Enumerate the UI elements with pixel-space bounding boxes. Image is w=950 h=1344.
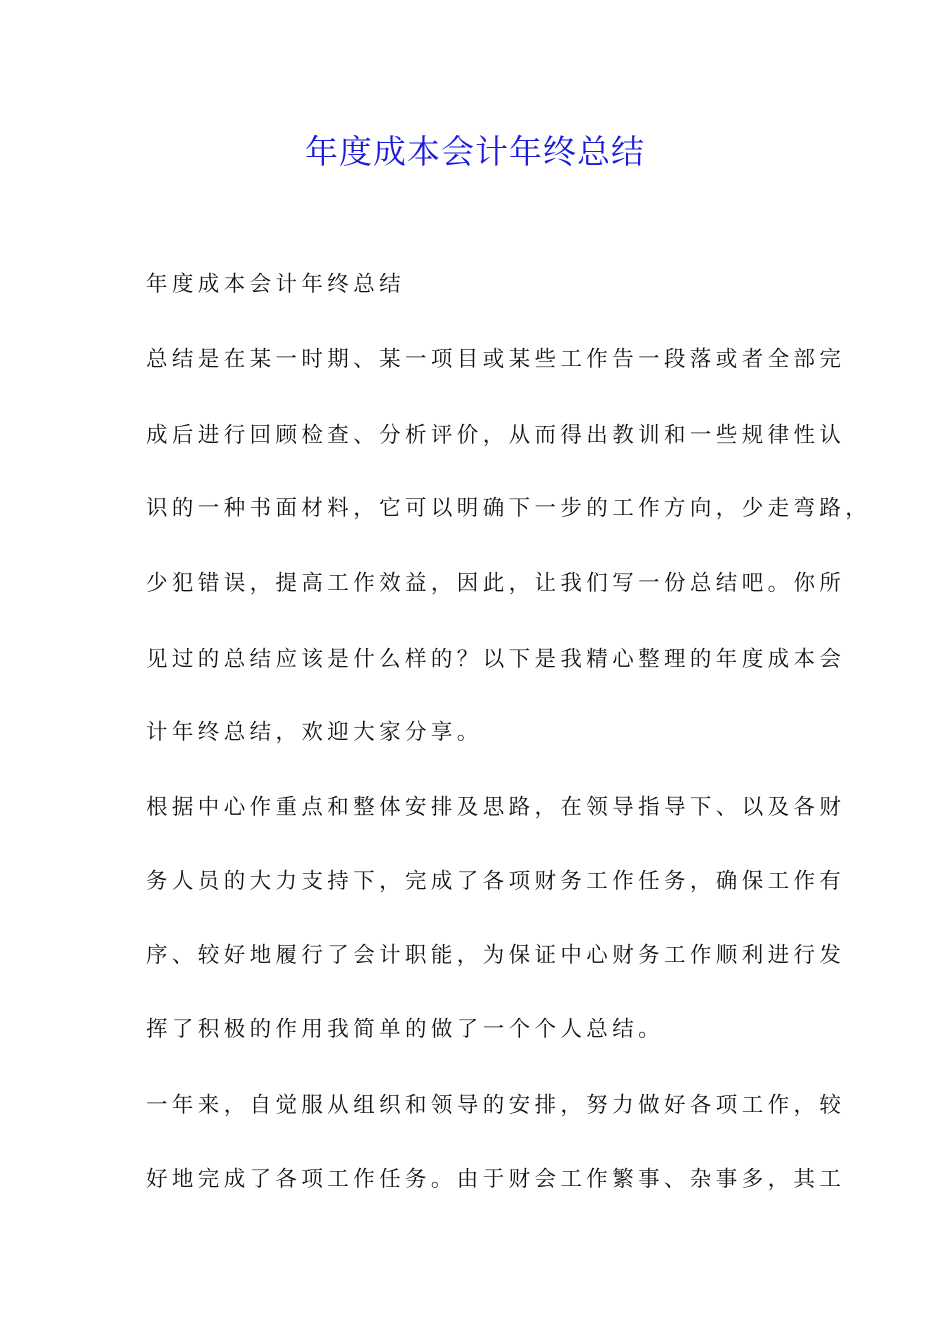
text-line: 少犯错误，提高工作效益，因此，让我们写一份总结吧。你所: [146, 571, 846, 596]
text-line: 计年终总结，欢迎大家分享。: [146, 720, 483, 745]
text-line: 序、较好地履行了会计职能，为保证中心财务工作顺利进行发: [146, 943, 846, 968]
text-line: 根据中心作重点和整体安排及思路，在领导指导下、以及各财: [146, 795, 846, 820]
text-line: 一年来，自觉服从组织和领导的安排，努力做好各项工作，较: [146, 1093, 846, 1118]
text-line: 成后进行回顾检查、分析评价，从而得出教训和一些规律性认: [146, 423, 846, 448]
text-line: 好地完成了各项工作任务。由于财会工作繁事、杂事多，其工: [146, 1167, 846, 1192]
text-line: 总结是在某一时期、某一项目或某些工作告一段落或者全部完: [146, 347, 846, 372]
document-title: 年度成本会计年终总结: [305, 132, 645, 171]
text-line: 识的一种书面材料，它可以明确下一步的工作方向，少走弯路，: [146, 496, 872, 521]
text-line: 见过的总结应该是什么样的？以下是我精心整理的年度成本会: [146, 647, 846, 672]
text-line: 挥了积极的作用我简单的做了一个个人总结。: [146, 1017, 665, 1042]
text-line-subtitle: 年度成本会计年终总结: [146, 272, 406, 297]
text-line: 务人员的大力支持下，完成了各项财务工作任务，确保工作有: [146, 869, 846, 894]
